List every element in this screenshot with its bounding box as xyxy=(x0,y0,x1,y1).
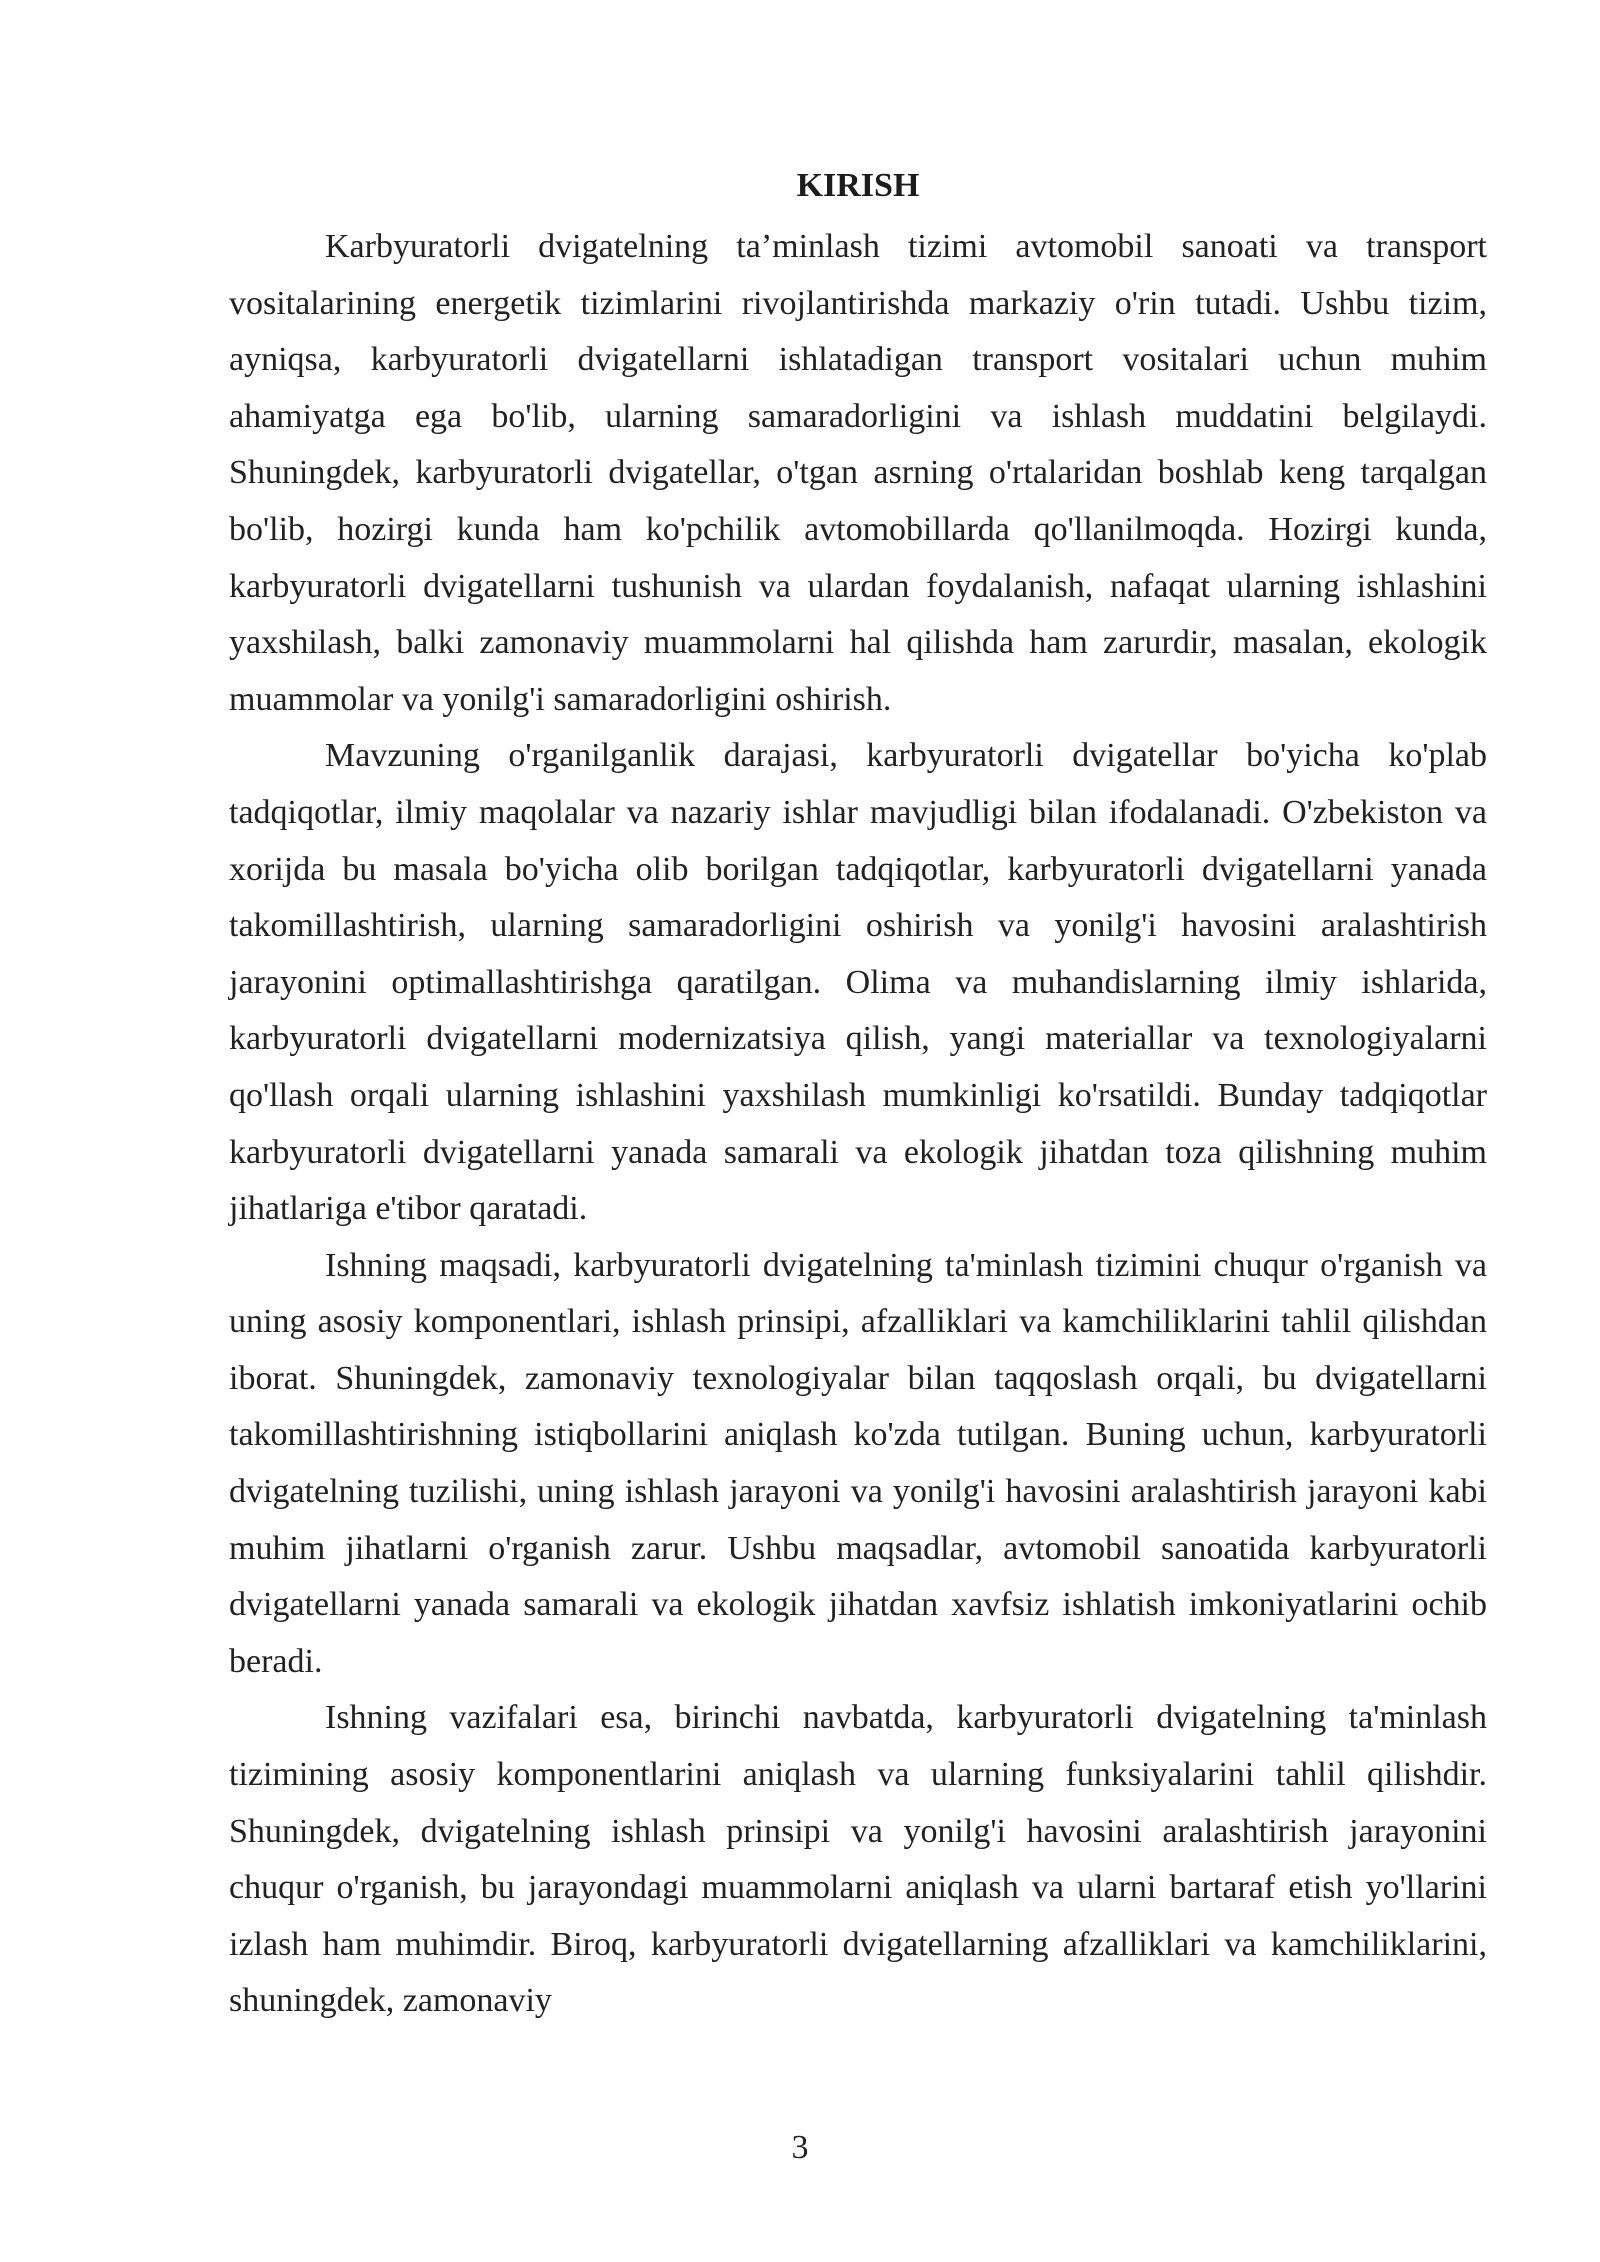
paragraph-introduction: Karbyuratorli dvigatelning ta’minlash tizimi avtomobil sanoati va transport vositalarining energetik tizimlarini rivojlantirishda markaziy o'rin tutadi. Ushbu tizim, ayniqsa, karbyuratorli dvigatellarni ishlatadigan transport vositalari uchun muhim ahamiyatga ega bo'lib, ularning samaradorligini va ishlash muddatini belgilaydi. Shuningdek, karbyuratorli dvigatellar, o'tgan asrning o'rtalaridan boshlab keng tarqalgan bo'lib, hozirgi kunda ham ko'pchilik avtomobillarda qo'llanilmoqda. Hozirgi kunda, karbyuratorli dvigatellarni tushunish va ulardan foydalanish, nafaqat ularning ishlashini yaxshilash, balki zamonaviy muammolarni hal qilishda ham zarurdir, masalan, ekologik muammolar va yonilg'i samaradorligini oshirish. xyxy=(229,228,1487,718)
section-heading: KIRISH xyxy=(796,167,920,204)
paragraph-research-level: Mavzuning o'rganilganlik darajasi, karbyuratorli dvigatellar bo'yicha ko'plab tadqiqotlar, ilmiy maqolalar va nazariy ishlar mavjudligi bilan ifodalanadi. O'zbekiston va xorijda bu masala bo'yicha olib borilgan tadqiqotlar, karbyuratorli dvigatellarni yanada takomillashtirish, ularning samaradorligini oshirish va yonilg'i havosini aralashtirish jarayonini optimallashtirishga qaratilgan. Olima va muhandislarning ilmiy ishlarida, karbyuratorli dvigatellarni modernizatsiya qilish, yangi materiallar va texnologiyalarni qo'llash orqali ularning ishlashini yaxshilash mumkinligi ko'rsatildi. Bunday tadqiqotlar karbyuratorli dvigatellarni yanada samarali va ekologik jihatdan toza qilishning muhim jihatlariga e'tibor qaratadi. xyxy=(229,737,1487,1228)
paragraph-aim: Ishning maqsadi, karbyuratorli dvigatelning ta'minlash tizimini chuqur o'rganish va uning asosiy komponentlari, ishlash prinsipi, afzalliklari va kamchiliklarini tahlil qilishdan iborat. Shuningdek, zamonaviy texnologiyalar bilan taqqoslash orqali, bu dvigatellarni takomillashtirishning istiqbollarini aniqlash ko'zda tutilgan. Buning uchun, karbyuratorli dvigatelning tuzilishi, uning ishlash jarayoni va yonilg'i havosini aralashtirish jarayoni kabi muhim jihatlarni o'rganish zarur. Ushbu maqsadlar, avtomobil sanoatida karbyuratorli dvigatellarni yanada samarali va ekologik jihatdan xavfsiz ishlatish imkoniyatlarini ochib beradi. xyxy=(229,1246,1487,1680)
paragraph-tasks: Ishning vazifalari esa, birinchi navbatda, karbyuratorli dvigatelning ta'minlash tizimining asosiy komponentlarini aniqlash va ularning funksiyalarini tahlil qilishdir. Shuningdek, dvigatelning ishlash prinsipi va yonilg'i havosini aralashtirish jarayonini chuqur o'rganish, bu jarayondagi muammolarni aniqlash va ularni bartaraf etish yo'llarini izlash ham muhimdir. Biroq, karbyuratorli dvigatellarning afzalliklari va kamchiliklarini, shuningdek, zamonaviy xyxy=(229,1699,1487,2020)
page-content xyxy=(229,163,1487,2030)
page-number: 3 xyxy=(791,2129,809,2166)
